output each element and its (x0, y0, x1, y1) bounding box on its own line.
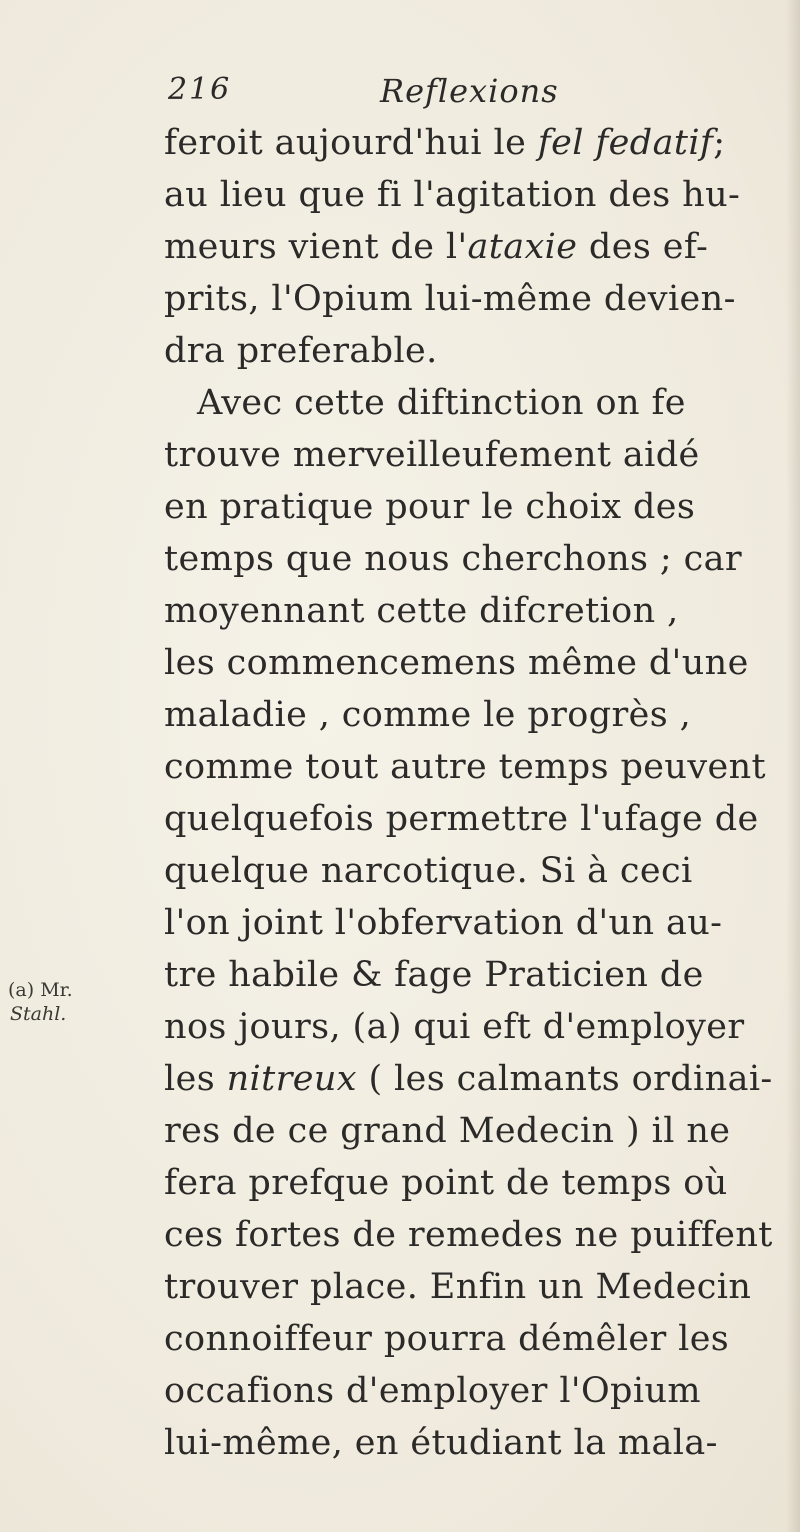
paragraph-start-line: Avec cette diftinction on fe (197, 383, 686, 423)
text-line: occafions d'employer l'Opium (164, 1371, 701, 1411)
text-line: quelquefois permettre l'ufage de (164, 799, 759, 839)
margin-note (8, 978, 148, 1026)
body-text (164, 117, 800, 1469)
text-line: maladie , comme le progrès , (164, 695, 692, 735)
text-line: les nitreux ( les calmants ordinai- (164, 1059, 773, 1099)
page-header (168, 72, 618, 112)
text-line: quelque narcotique. Si à ceci (164, 851, 693, 891)
text-line: lui-même, en étudiant la mala- (164, 1423, 718, 1463)
text-line: les commencemens même d'une (164, 643, 749, 683)
text-line: tre habile & fage Praticien de (164, 955, 704, 995)
text-line: au lieu que fi l'agitation des hu- (164, 175, 741, 215)
text-line: prits, l'Opium lui-même devien- (164, 279, 736, 319)
text-line: moyennant cette difcretion , (164, 591, 679, 631)
text-line: res de ce grand Medecin ) il ne (164, 1111, 731, 1151)
text-line: trouver place. Enfin un Medecin (164, 1267, 752, 1307)
text-line: comme tout autre temps peuvent (164, 747, 767, 787)
text-line: trouve merveilleufement aidé (164, 435, 700, 475)
text-line: temps que nous cherchons ; car (164, 539, 743, 579)
running-title: Reflexions (380, 72, 559, 110)
text-line: l'on joint l'obfervation d'un au- (164, 903, 723, 943)
margin-note-name: Stahl. (10, 1003, 67, 1025)
text-line: en pratique pour le choix des (164, 487, 696, 527)
text-line: connoiffeur pourra démêler les (164, 1319, 730, 1359)
text-line: nos jours, (a) qui eft d'employer (164, 1007, 745, 1047)
page-number: 216 (168, 72, 232, 107)
text-line: fera prefque point de temps où (164, 1163, 728, 1203)
text-line: ces fortes de remedes ne puiffent (164, 1215, 773, 1255)
text-line: meurs vient de l'ataxie des ef- (164, 227, 709, 267)
text-line: feroit aujourd'hui le fel fedatif; (164, 123, 726, 163)
text-line: dra preferable. (164, 331, 438, 371)
margin-note-marker: (a) Mr. (8, 979, 73, 1001)
